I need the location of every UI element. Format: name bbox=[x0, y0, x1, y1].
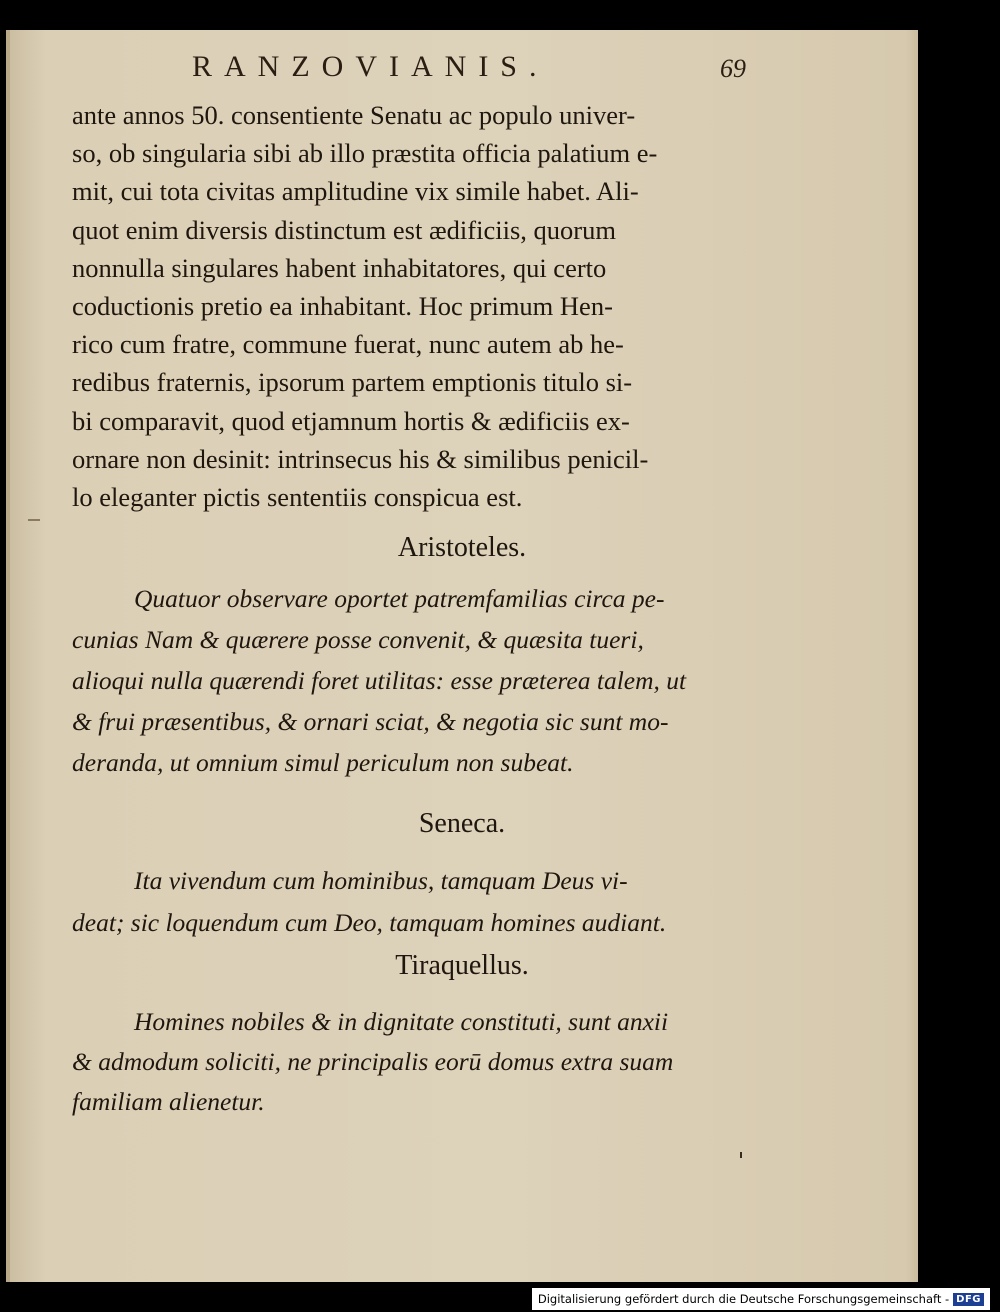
page-edge bbox=[6, 30, 10, 1282]
body-line: rico cum fratre, commune fuerat, nunc autem ab he- bbox=[72, 329, 624, 360]
book-page bbox=[6, 30, 918, 1282]
quote-line: Quatuor observare oportet patremfamilias circa pe- bbox=[134, 584, 665, 613]
dfg-logo: DFG bbox=[953, 1293, 984, 1306]
quote-line: cunias Nam & quærere posse convenit, & quæsita tueri, bbox=[72, 625, 644, 654]
quote-line: deat; sic loquendum cum Deo, tamquam homines audiant. bbox=[72, 908, 667, 937]
body-line: quot enim diversis distinctum est ædificiis, quorum bbox=[72, 214, 616, 245]
body-line: ornare non desinit: intrinsecus his & similibus penicil- bbox=[72, 443, 649, 474]
quote-line: deranda, ut omnium simul periculum non subeat. bbox=[72, 748, 574, 777]
quote-line: & frui præsentibus, & ornari sciat, & negotia sic sunt mo- bbox=[72, 707, 669, 736]
section-heading-seneca: Seneca. bbox=[418, 808, 506, 839]
body-paragraph bbox=[72, 96, 744, 516]
quote-tiraquellus bbox=[72, 1002, 752, 1122]
margin-mark bbox=[28, 519, 40, 521]
quote-line: Homines nobiles & in dignitate constituti, sunt anxii bbox=[134, 1007, 669, 1036]
page-number: 69 bbox=[720, 54, 746, 83]
body-line: nonnulla singulares habent inhabitatores, qui certo bbox=[72, 252, 607, 283]
quote-seneca bbox=[72, 860, 752, 944]
credit-text: Digitalisierung gefördert durch die Deutsche Forschungsgemeinschaft - bbox=[537, 1292, 950, 1306]
body-line: redibus fraternis, ipsorum partem emptionis titulo si- bbox=[72, 367, 633, 398]
body-line: lo eleganter pictis sententiis conspicua est. bbox=[72, 482, 523, 513]
body-line: bi comparavit, quod etjamnum hortis & ædificiis ex- bbox=[72, 405, 630, 436]
running-title: RANZOVIANIS. bbox=[192, 50, 549, 83]
digitization-credit bbox=[532, 1288, 990, 1310]
body-line: ante annos 50. consentiente Senatu ac populo univer- bbox=[72, 100, 636, 130]
body-line: so, ob singularia sibi ab illo præstita officia palatium e- bbox=[72, 138, 658, 169]
page-header bbox=[186, 50, 746, 90]
body-line: coductionis pretio ea inhabitant. Hoc primum Hen- bbox=[72, 291, 613, 322]
section-heading-aristoteles: Aristoteles. bbox=[397, 532, 527, 563]
quote-line: & admodum soliciti, ne principalis eorū domus extra suam bbox=[72, 1047, 674, 1076]
quote-line: alioqui nulla quærendi foret utilitas: esse præterea talem, ut bbox=[72, 666, 687, 695]
section-heading-tiraquellus: Tiraquellus. bbox=[395, 950, 529, 981]
quote-line: Ita vivendum cum hominibus, tamquam Deus vi- bbox=[134, 866, 628, 895]
quote-aristoteles bbox=[72, 578, 752, 783]
ink-speck bbox=[740, 1152, 742, 1158]
body-line: mit, cui tota civitas amplitudine vix simile habet. Ali- bbox=[72, 176, 639, 207]
quote-line: familiam alienetur. bbox=[72, 1087, 265, 1116]
